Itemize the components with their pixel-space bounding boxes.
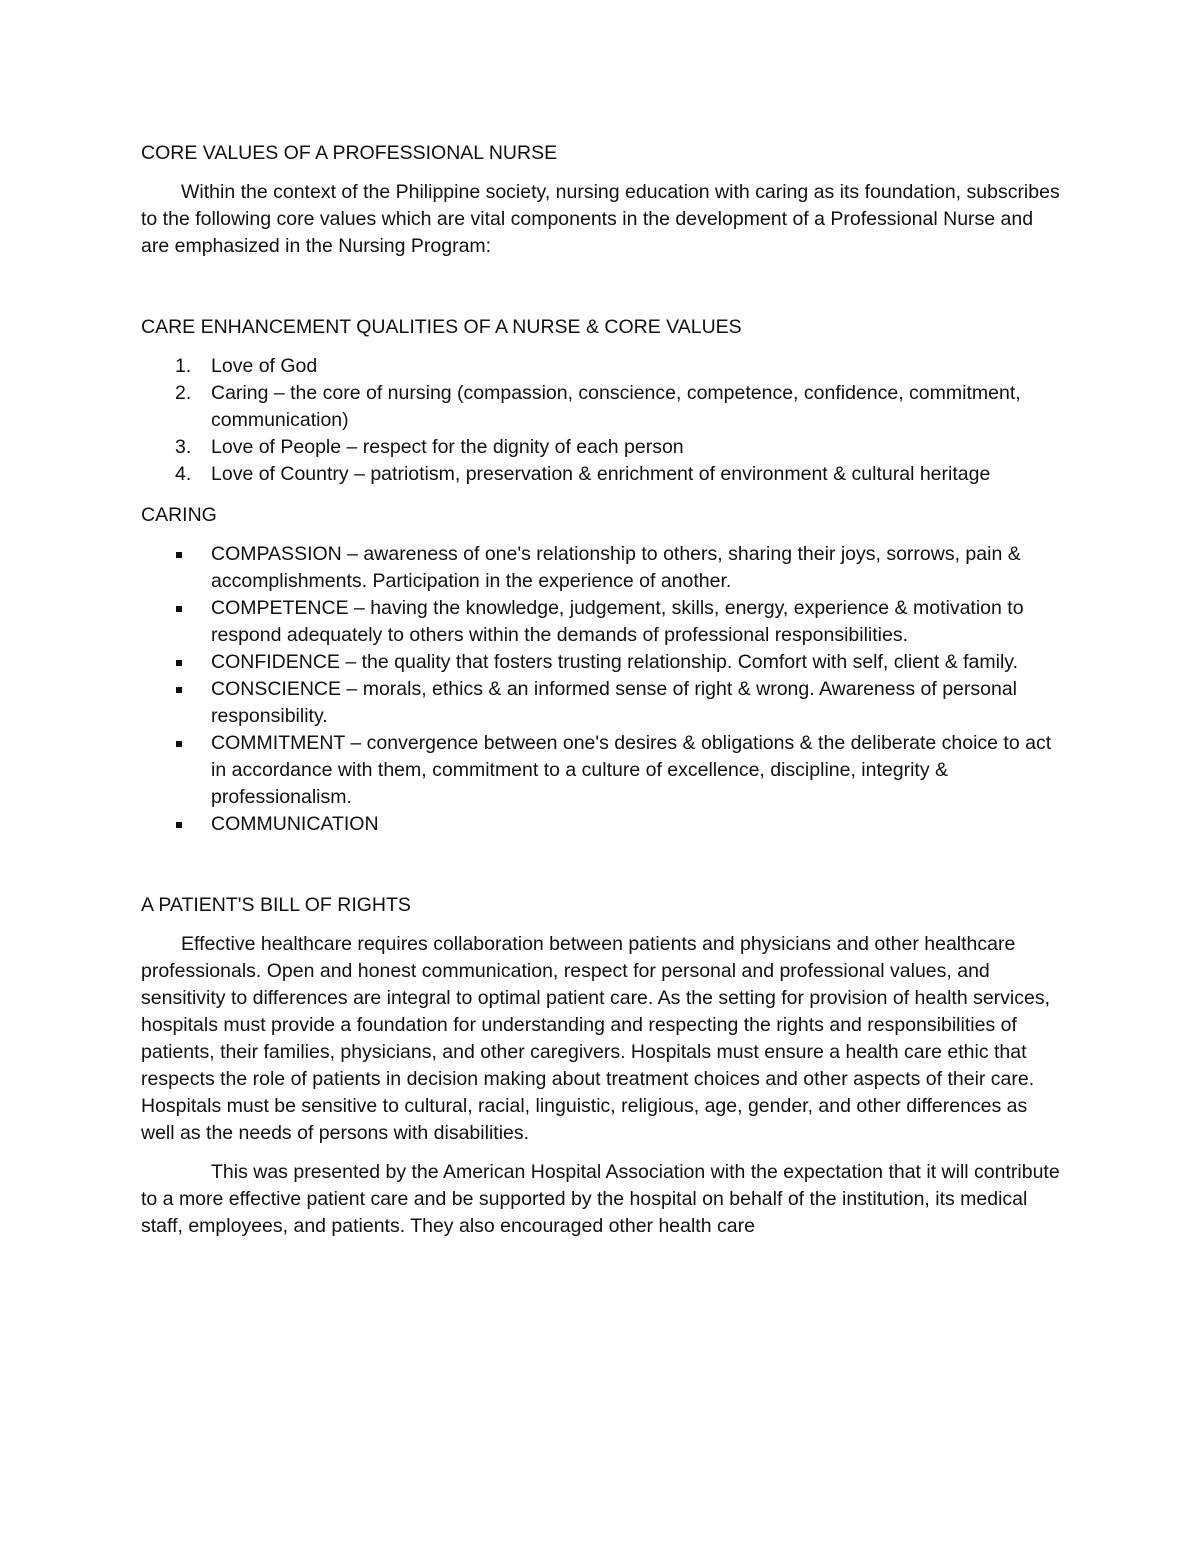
list-item-number: 3.: [175, 436, 192, 458]
core-values-list: [141, 353, 1061, 488]
list-item-text: Love of People – respect for the dignity of each person: [211, 436, 684, 458]
list-item: [141, 730, 1061, 811]
list-item-text: CONFIDENCE – the quality that fosters trusting relationship. Comfort with self, client & family.: [211, 651, 1019, 673]
list-item: [141, 434, 1061, 461]
list-item: [141, 676, 1061, 730]
list-item: [141, 595, 1061, 649]
list-item-text: COMPASSION – awareness of one's relationship to others, sharing their joys, sorrows, pain & accomplishments. Participation in the experience of another.: [211, 543, 1021, 592]
section-title-caring: CARING: [141, 504, 217, 526]
intro-paragraph: Within the context of the Philippine society, nursing education with caring as its foundation, subscribes to the following core values which are vital components in the development of a Professional Nurse and are emphasized in the Nursing Program:: [141, 181, 1060, 257]
list-item-text: Love of Country – patriotism, preservation & enrichment of environment & cultural heritage: [211, 463, 991, 485]
bill-of-rights-paragraph-2: This was presented by the American Hospital Association with the expectation that it will contribute to a more effective patient care and be supported by the hospital on behalf of the institution, its medical staff, employees, and patients. They also encouraged other health care: [141, 1161, 1060, 1237]
square-bullet-icon: [176, 660, 182, 666]
list-item: [141, 649, 1061, 676]
list-item: [141, 380, 1061, 434]
list-item-text: COMPETENCE – having the knowledge, judgement, skills, energy, experience & motivation to respond adequately to others within the demands of professional responsibilities.: [211, 597, 1024, 646]
section-title-care-enhancement: CARE ENHANCEMENT QUALITIES OF A NURSE & CORE VALUES: [141, 316, 742, 338]
list-item-text: COMMITMENT – convergence between one's desires & obligations & the deliberate choice to act in accordance with them, commitment to a culture of excellence, discipline, integrity & professionalism.: [211, 732, 1052, 808]
list-item: [141, 541, 1061, 595]
square-bullet-icon: [176, 822, 182, 828]
list-item-text: Caring – the core of nursing (compassion, conscience, competence, confidence, commitment, communication): [211, 382, 1021, 431]
list-item: [141, 811, 1061, 838]
list-item-number: 2.: [175, 382, 192, 404]
list-item-text: Love of God: [211, 355, 318, 377]
square-bullet-icon: [176, 741, 182, 747]
square-bullet-icon: [176, 687, 182, 693]
caring-list: [141, 541, 1061, 838]
square-bullet-icon: [176, 552, 182, 558]
section-title-bill-of-rights: A PATIENT'S BILL OF RIGHTS: [141, 894, 411, 916]
list-item: [141, 461, 1061, 488]
list-item-text: CONSCIENCE – morals, ethics & an informed sense of right & wrong. Awareness of personal responsibility.: [211, 678, 1018, 727]
section-title-core-values: CORE VALUES OF A PROFESSIONAL NURSE: [141, 142, 558, 164]
document-content: [141, 140, 1061, 1240]
list-item-number: 4.: [175, 463, 192, 485]
list-item-text: COMMUNICATION: [211, 813, 379, 835]
list-item: [141, 353, 1061, 380]
list-item-number: 1.: [175, 355, 192, 377]
bill-of-rights-paragraph-1: Effective healthcare requires collaboration between patients and physicians and other healthcare professionals. Open and honest communication, respect for personal and professional values, and sensitivity to differences are integral to optimal patient care. As the setting for provision of health services, hospitals must provide a foundation for understanding and respecting the rights and responsibilities of patients, their families, physicians, and other caregivers. Hospitals must ensure a health care ethic that respects the role of patients in decision making about treatment choices and other aspects of their care. Hospitals must be sensitive to cultural, racial, linguistic, religious, age, gender, and other differences as well as the needs of persons with disabilities.: [141, 933, 1051, 1144]
square-bullet-icon: [176, 606, 182, 612]
